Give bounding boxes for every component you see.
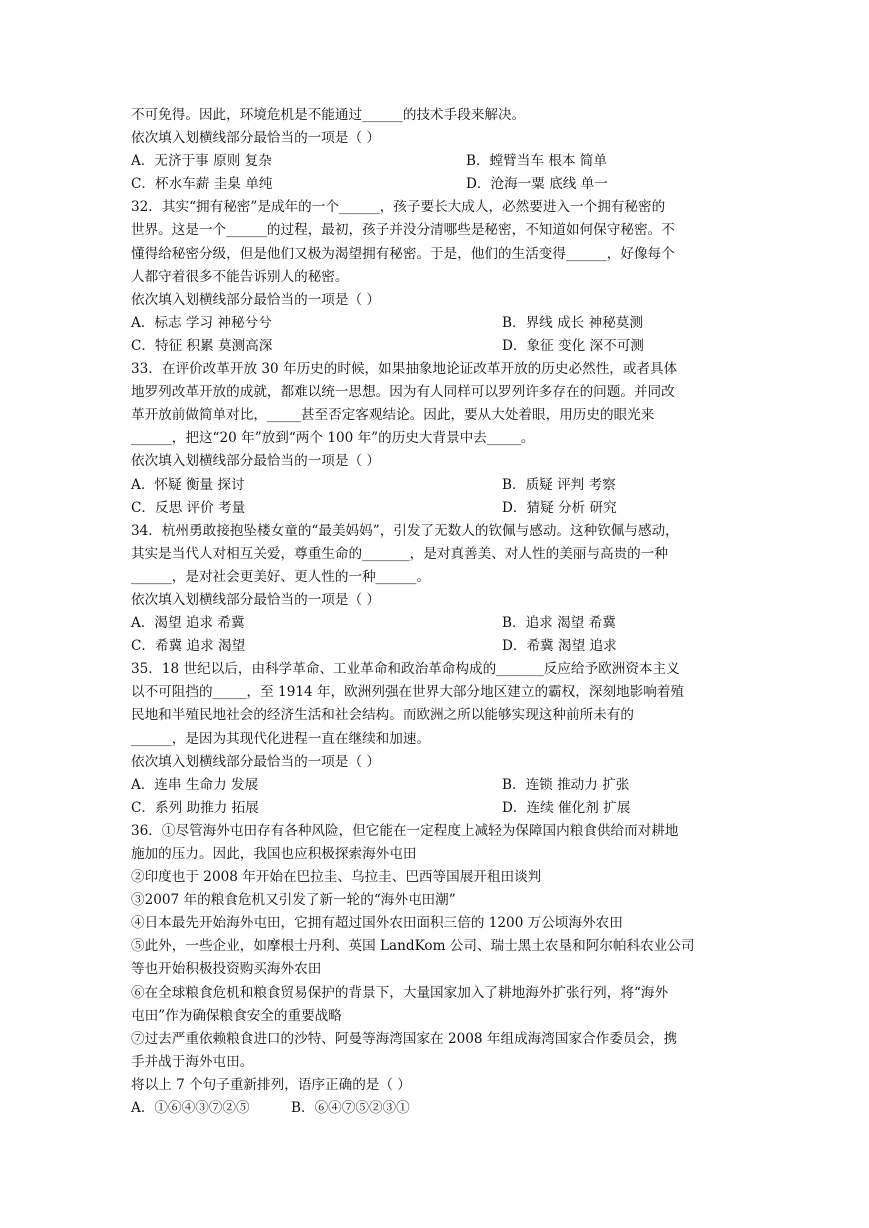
- question-prompt: 依次填入划横线部分最恰当的一项是（ ）: [131, 291, 381, 308]
- options-row: [131, 312, 741, 335]
- options-row: [131, 497, 741, 520]
- question-33-line-4: ______，把这“20 年”放到“两个 100 年”的历史大背景中去_____。: [131, 430, 535, 447]
- options-row: [131, 774, 741, 797]
- options-row: [131, 1097, 741, 1120]
- question-35-line-3: 民地和半殖民地社会的经济生活和社会结构。而欧洲之所以能够实现这种前所未有的: [131, 707, 634, 724]
- option-b: B．螳臂当车 根本 简单: [466, 153, 607, 170]
- option-c: C．特征 积累 莫测高深: [131, 337, 273, 354]
- question-33-line-2: 地罗列改革开放的成就，都难以统一思想。因为有人同样可以罗列许多存在的问题。并同改: [131, 384, 675, 401]
- option-b: B．质疑 评判 考察: [502, 476, 616, 493]
- options-row: [131, 150, 741, 173]
- options-row: [131, 173, 741, 196]
- question-prompt: 依次填入划横线部分最恰当的一项是（ ）: [131, 753, 381, 770]
- question-35-line-1: 35．18 世纪以后，由科学革命、工业革命和政治革命构成的_______反应给予欧洲资本主义: [131, 661, 680, 678]
- question-32-line-1: 32．其实“拥有秘密”是成年的一个______，孩子要长大成人，必然要进入一个拥有秘密的: [131, 199, 666, 216]
- options-row: [131, 612, 741, 635]
- option-b: B．⑥④⑦⑤②③①: [291, 1100, 410, 1117]
- option-d: D．希冀 渴望 追求: [502, 638, 617, 655]
- question-32-line-2: 世界。这是一个______的过程，最初，孩子并没分清哪些是秘密，不知道如何保守秘密。不: [131, 222, 675, 239]
- option-d: D．连续 催化剂 扩展: [502, 799, 631, 816]
- question-prompt: 将以上 7 个句子重新排列，语序正确的是（ ）: [131, 1076, 411, 1093]
- question-33-line-3: 革开放前做简单对比，_____甚至否定客观结论。因此，要从大处着眼，用历史的眼光来: [131, 407, 655, 424]
- question-36-line-11: 手并战于海外屯田。: [131, 1053, 254, 1070]
- options-row: [131, 474, 741, 497]
- question-36-line-2: 施加的压力。因此，我国也应积极探索海外屯田: [131, 846, 417, 862]
- question-36-line-5: ④日本最先开始海外屯田，它拥有超过国外农田面积三倍的 1200 万公顷海外农田: [131, 915, 623, 932]
- text-line: 不可免得。因此，环境危机是不能通过______的技术手段来解决。: [131, 107, 526, 123]
- question-32-line-3: 懂得给秘密分级，但是他们又极为渴望拥有秘密。于是，他们的生活变得______，好像每个: [131, 245, 675, 262]
- option-a: A．渴望 追求 希冀: [131, 615, 245, 632]
- question-36-line-9: 屯田”作为确保粮食安全的重要战略: [131, 1007, 342, 1024]
- question-36-line-10: ⑦过去严重依赖粮食进口的沙特、阿曼等海湾国家在 2008 年组成海湾国家合作委员会，携: [131, 1030, 678, 1047]
- option-b: B．追求 渴望 希冀: [502, 615, 616, 632]
- question-36-line-7: 等也开始积极投资购买海外农田: [131, 961, 322, 978]
- option-c: C．希冀 追求 渴望: [131, 638, 246, 655]
- option-d: D．猜疑 分析 研究: [502, 499, 617, 516]
- question-prompt: 依次填入划横线部分最恰当的一项是（ ）: [131, 130, 381, 147]
- question-33-line-1: 33．在评价改革开放 30 年历史的时候，如果抽象地论证改革开放的历史必然性，或者具体: [131, 361, 678, 378]
- question-prompt: 依次填入划横线部分最恰当的一项是（ ）: [131, 591, 381, 608]
- options-row: [131, 635, 741, 658]
- question-34-line-2: 其实是当代人对相互关爱，尊重生命的_______，是对真善美、对人性的美丽与高贵的一种: [131, 545, 668, 562]
- option-c: C．杯水车薪 圭臬 单纯: [131, 176, 273, 193]
- question-36-line-3: ②印度也于 2008 年开始在巴拉圭、乌拉圭、巴西等国展开租田谈判: [131, 869, 542, 886]
- question-36-line-4: ③2007 年的粮食危机又引发了新一轮的“海外屯田潮”: [131, 892, 456, 909]
- question-32-line-4: 人都守着很多不能告诉别人的秘密。: [131, 268, 349, 285]
- question-34-line-1: 34．杭州勇敢接抱坠楼女童的“最美妈妈”，引发了无数人的钦佩与感动。这种钦佩与感动，: [131, 522, 679, 539]
- option-d: D．沧海一粟 底线 单一: [466, 176, 608, 193]
- options-row: [131, 335, 741, 358]
- option-a: A．连串 生命力 发展: [131, 776, 259, 793]
- option-b: B．连锁 推动力 扩张: [502, 776, 630, 793]
- question-36-line-8: ⑥在全球粮食危机和粮食贸易保护的背景下，大量国家加入了耕地海外扩张行列，将“海外: [131, 984, 669, 1001]
- option-a: A．①⑥④③⑦②⑤: [131, 1100, 250, 1117]
- question-36-line-6: ⑤此外，一些企业，如摩根士丹利、英国 LandKom 公司、瑞士黑土农垦和阿尔帕科农业公司: [131, 938, 695, 955]
- option-a: A．标志 学习 神秘兮兮: [131, 314, 272, 331]
- option-d: D．象征 变化 深不可测: [502, 337, 644, 354]
- question-34-line-3: ______，是对社会更美好、更人性的一种______。: [131, 568, 431, 585]
- question-prompt: 依次填入划横线部分最恰当的一项是（ ）: [131, 453, 381, 470]
- option-c: C．反思 评价 考量: [131, 499, 246, 516]
- options-row: [131, 797, 741, 820]
- option-c: C．系列 助推力 拓展: [131, 799, 259, 816]
- option-a: A．无济于事 原则 复杂: [131, 153, 272, 170]
- question-35-line-4: ______，是因为其现代化进程一直在继续和加速。: [131, 730, 431, 747]
- option-b: B．界线 成长 神秘莫测: [502, 314, 643, 331]
- question-36-line-1: 36．①尽管海外屯田存有各种风险，但它能在一定程度上减轻为保障国内粮食供给而对耕地: [131, 822, 679, 839]
- option-a: A．怀疑 衡量 探讨: [131, 476, 245, 493]
- document-page: [131, 104, 741, 1120]
- question-35-line-2: 以不可阻挡的_____，至 1914 年，欧洲列强在世界大部分地区建立的霸权，深刻地影响着殖: [131, 684, 685, 701]
